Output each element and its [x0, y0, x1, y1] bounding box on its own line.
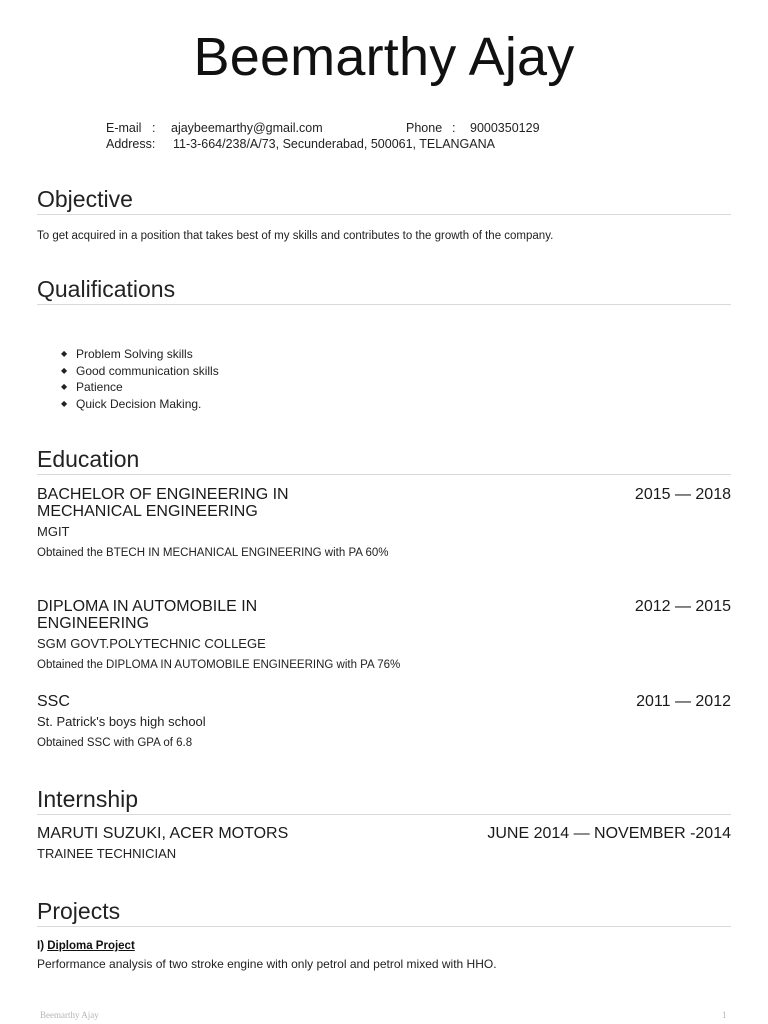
education-description: Obtained SSC with GPA of 6.8 [37, 737, 193, 749]
section-divider [37, 926, 731, 927]
candidate-name: Beemarthy Ajay [193, 27, 575, 87]
section-divider [37, 474, 731, 475]
education-entry [37, 598, 731, 671]
education-description: Obtained the DIPLOMA IN AUTOMOBILE ENGINEERING with PA 76% [37, 659, 401, 671]
contact-block [106, 121, 666, 153]
section-divider [37, 304, 731, 305]
section-heading-internship: Internship [37, 786, 139, 812]
section-objective [37, 184, 731, 242]
internship-role: TRAINEE TECHNICIAN [37, 846, 177, 861]
email-colon: : [152, 121, 156, 135]
section-education [37, 444, 731, 475]
section-divider [37, 214, 731, 215]
project-number: I) [37, 940, 45, 952]
phone-colon: : [452, 121, 456, 135]
degree-title: DIPLOMA IN AUTOMOBILE IN ENGINEERING [37, 598, 258, 632]
institution-name: SGM GOVT.POLYTECHNIC COLLEGE [37, 636, 266, 651]
section-heading-projects: Projects [37, 898, 121, 924]
section-projects [37, 896, 731, 927]
list-item: ◆ Quick Decision Making. [61, 396, 202, 411]
section-heading-education: Education [37, 446, 140, 472]
section-heading-qualifications: Qualifications [37, 276, 176, 302]
institution-name: St. Patrick's boys high school [37, 714, 206, 729]
list-item: ◆ Good communication skills [61, 363, 219, 378]
footer-name: Beemarthy Ajay [40, 1010, 99, 1020]
email-value[interactable]: ajaybeemarthy@gmail.com [171, 121, 323, 135]
date-range: JUNE 2014 — NOVEMBER -2014 [487, 825, 731, 842]
section-heading-objective: Objective [37, 186, 133, 212]
objective-text: To get acquired in a position that takes best of my skills and contributes to the growth of the company. [37, 230, 554, 242]
degree-title: SSC [37, 693, 70, 710]
phone-label: Phone [406, 121, 443, 135]
email-label: E-mail [106, 121, 142, 135]
address-value: 11-3-664/238/A/73, Secunderabad, 500061, TELANGANA [173, 137, 495, 151]
internship-entry [37, 825, 731, 861]
phone-value: 9000350129 [470, 121, 540, 135]
project-heading [37, 940, 135, 952]
internship-company: MARUTI SUZUKI, ACER MOTORS [37, 825, 289, 842]
list-item: ◆ Problem Solving skills [61, 347, 193, 361]
project-description: Performance analysis of two stroke engine with only petrol and petrol mixed with HHO. [37, 957, 497, 971]
contact-row-address [106, 137, 666, 153]
section-internship [37, 784, 731, 815]
section-divider [37, 814, 731, 815]
project-title-link[interactable]: Diploma Project [47, 940, 135, 952]
diamond-bullet-icon: ◆ [61, 382, 68, 391]
date-range: 2015 — 2018 [634, 486, 731, 503]
date-range: 2011 — 2012 [636, 693, 731, 710]
date-range: 2012 — 2015 [634, 598, 731, 615]
section-qualifications [37, 274, 731, 305]
education-entry [37, 486, 731, 559]
address-label: Address: [106, 137, 156, 151]
contact-row-email-phone [106, 121, 666, 137]
diamond-bullet-icon: ◆ [61, 398, 68, 408]
degree-title: BACHELOR OF ENGINEERING IN MECHANICAL ENGINEERING [37, 486, 289, 520]
education-description: Obtained the BTECH IN MECHANICAL ENGINEERING with PA 60% [37, 547, 389, 559]
diamond-bullet-icon: ◆ [61, 365, 68, 375]
institution-name: MGIT [37, 524, 70, 539]
qualifications-list [61, 346, 219, 412]
list-item: ◆ Patience [61, 380, 123, 394]
page-number: 1 [722, 1010, 727, 1020]
diamond-bullet-icon: ◆ [61, 349, 68, 358]
education-entry [37, 693, 731, 749]
